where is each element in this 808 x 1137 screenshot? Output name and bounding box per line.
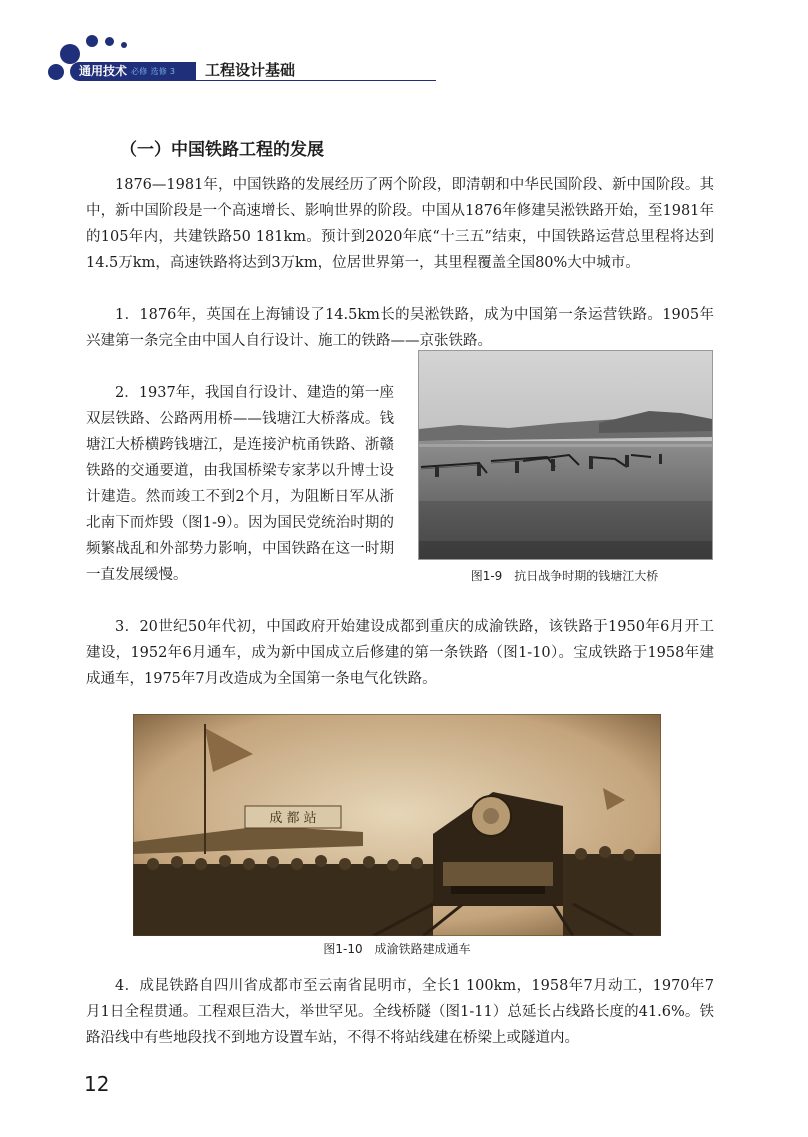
figure-qiantang-bridge-photo: [418, 350, 713, 560]
paragraph-intro: 1876—1981年，中国铁路的发展经历了两个阶段，即清朝和中华民国阶段、新中国阶段。其中，新中国阶段是一个高速增长、影响世界的阶段。中国从1876年修建吴淞铁路开始，至1981年的105年内，共建铁路50 181km。预计到2020年底“十三五”结束，中国铁路运营总里程将达到14.5万km，高速铁路将达到3万km，位居世界第一，其里程覆盖全国80%大中城市。: [86, 177, 714, 271]
decoration-dot: [86, 35, 98, 47]
paragraph-4: 4．成昆铁路自四川省成都市至云南省昆明市，全长1 100km，1958年7月动工，1970年7月1日全程贯通。工程艰巨浩大，举世罕见。全线桥隧（图1-11）总延长占线路长度的41.6%。铁路沿线中有些地段找不到地方设置车站，不得不将站线建在桥梁上或隧道内。: [86, 978, 714, 1046]
header-book-title: 工程设计基础: [205, 61, 296, 79]
paragraph-2: 2．1937年，我国自行设计、建造的第一座双层铁路、公路两用桥——钱塘江大桥落成。钱塘江大桥横跨钱塘江，是连接沪杭甬铁路、浙赣铁路的交通要道，由我国桥梁专家茅以升博士设计建造。然而竣工不到2个月，为阻断日军从浙北南下而炸毁（图1-9）。因为国民党统治时期的频繁战乱和外部势力影响，中国铁路在这一时期一直发展缓慢。: [86, 385, 394, 583]
paragraph-1: 1．1876年，英国在上海铺设了14.5km长的吴淞铁路，成为中国第一条运营铁路。1905年兴建第一条完全由中国人自行设计、施工的铁路——京张铁路。: [86, 307, 714, 349]
header-rule: [196, 80, 436, 81]
railway-opening-photo-illustration: [133, 714, 661, 936]
page-number: 12: [84, 1072, 110, 1096]
decoration-dot: [105, 37, 114, 46]
figure-1-10-caption: 图1-10 成渝铁路建成通车: [323, 942, 471, 956]
station-sign: 成 都 站: [269, 811, 317, 826]
header-series: 必修 选修 3: [131, 67, 176, 76]
figure-chengyu-railway-photo: [133, 714, 661, 936]
section-title: （一）中国铁路工程的发展: [120, 140, 324, 160]
paragraph-3: 3．20世纪50年代初，中国政府开始建设成都到重庆的成渝铁路，该铁路于1950年6月开工建设，1952年6月通车，成为新中国成立后修建的第一条铁路（图1-10）。宝成铁路于1958年建成通车，1975年7月改造成为全国第一条电气化铁路。: [86, 619, 714, 687]
figure-1-9-caption: 图1-9 抗日战争时期的钱塘江大桥: [470, 569, 659, 583]
decoration-dot: [60, 44, 80, 64]
page-header: [0, 0, 808, 90]
header-subject: 通用技术: [79, 64, 128, 78]
decoration-dot: [121, 42, 127, 48]
bridge-photo-illustration: [419, 351, 712, 559]
decoration-dot: [48, 64, 64, 80]
